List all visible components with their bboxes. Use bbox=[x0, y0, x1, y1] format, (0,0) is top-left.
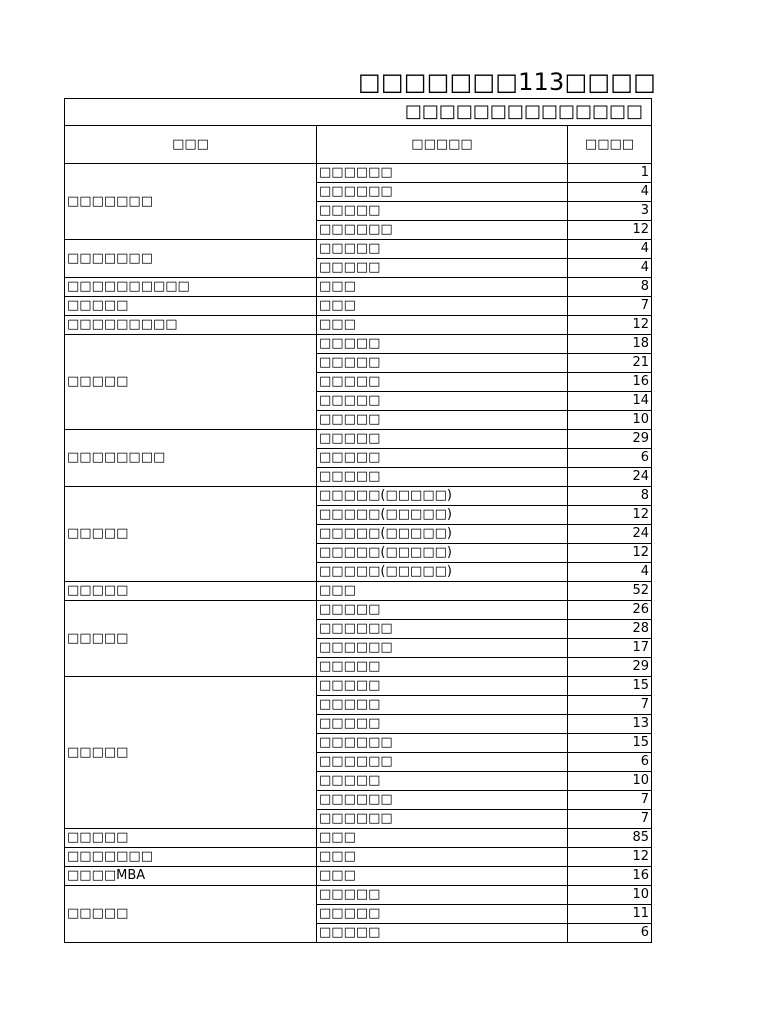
division-cell: □□□□□(□□□□□) bbox=[317, 563, 568, 582]
quota-cell: 15 bbox=[568, 734, 652, 753]
quota-cell: 26 bbox=[568, 601, 652, 620]
department-cell: □□□□□□□ bbox=[65, 164, 317, 240]
division-cell: □□□□□ bbox=[317, 677, 568, 696]
quota-cell: 29 bbox=[568, 658, 652, 677]
quota-cell: 15 bbox=[568, 677, 652, 696]
division-cell: □□□□□ bbox=[317, 430, 568, 449]
quota-cell: 1 bbox=[568, 164, 652, 183]
division-cell: □□□□□□ bbox=[317, 810, 568, 829]
table-subtitle: □□□□□□□□□□□□□□ bbox=[65, 99, 652, 126]
quota-cell: 18 bbox=[568, 335, 652, 354]
quota-cell: 7 bbox=[568, 696, 652, 715]
table-row bbox=[65, 278, 652, 297]
division-cell: □□□ bbox=[317, 582, 568, 601]
division-cell: □□□□□□ bbox=[317, 734, 568, 753]
quota-cell: 29 bbox=[568, 430, 652, 449]
quota-cell: 6 bbox=[568, 449, 652, 468]
column-header-department: □□□ bbox=[65, 126, 317, 164]
department-cell: □□□□□□□□□ bbox=[65, 316, 317, 335]
division-cell: □□□□□□ bbox=[317, 639, 568, 658]
division-cell: □□□□□ bbox=[317, 392, 568, 411]
division-cell: □□□ bbox=[317, 297, 568, 316]
quota-cell: 16 bbox=[568, 867, 652, 886]
document-title: □□□□□□□113□□□□ bbox=[357, 68, 656, 96]
column-header-division: □□□□□ bbox=[317, 126, 568, 164]
department-cell: □□□□□□□ bbox=[65, 848, 317, 867]
division-cell: □□□□□ bbox=[317, 373, 568, 392]
department-cell: □□□□□□□□ bbox=[65, 430, 317, 487]
table-row bbox=[65, 164, 652, 183]
division-cell: □□□□□□ bbox=[317, 164, 568, 183]
division-cell: □□□□□ bbox=[317, 772, 568, 791]
table-row bbox=[65, 316, 652, 335]
quota-cell: 12 bbox=[568, 316, 652, 335]
division-cell: □□□□□ bbox=[317, 905, 568, 924]
quota-cell: 85 bbox=[568, 829, 652, 848]
quota-cell: 4 bbox=[568, 183, 652, 202]
department-cell: □□□□□ bbox=[65, 886, 317, 943]
division-cell: □□□ bbox=[317, 848, 568, 867]
division-cell: □□□□□ bbox=[317, 601, 568, 620]
table-row bbox=[65, 886, 652, 905]
department-cell: □□□□□ bbox=[65, 601, 317, 677]
division-cell: □□□ bbox=[317, 316, 568, 335]
division-cell: □□□□□ bbox=[317, 886, 568, 905]
quota-cell: 52 bbox=[568, 582, 652, 601]
table-row bbox=[65, 867, 652, 886]
quota-cell: 24 bbox=[568, 468, 652, 487]
quota-cell: 10 bbox=[568, 772, 652, 791]
quota-cell: 17 bbox=[568, 639, 652, 658]
subtitle-row bbox=[65, 99, 652, 126]
table-row bbox=[65, 601, 652, 620]
table-body bbox=[65, 164, 652, 943]
division-cell: □□□□□□ bbox=[317, 753, 568, 772]
quota-cell: 10 bbox=[568, 411, 652, 430]
department-cell: □□□□□ bbox=[65, 829, 317, 848]
department-cell: □□□□□ bbox=[65, 487, 317, 582]
table-row bbox=[65, 582, 652, 601]
quota-cell: 28 bbox=[568, 620, 652, 639]
division-cell: □□□□□ bbox=[317, 449, 568, 468]
division-cell: □□□□□□ bbox=[317, 791, 568, 810]
table-row bbox=[65, 297, 652, 316]
table-row bbox=[65, 430, 652, 449]
table-row bbox=[65, 487, 652, 506]
quota-cell: 12 bbox=[568, 506, 652, 525]
division-cell: □□□□□ bbox=[317, 924, 568, 943]
quota-cell: 11 bbox=[568, 905, 652, 924]
division-cell: □□□□□ bbox=[317, 259, 568, 278]
quota-cell: 21 bbox=[568, 354, 652, 373]
table-row bbox=[65, 848, 652, 867]
division-cell: □□□□□□ bbox=[317, 620, 568, 639]
division-cell: □□□□□□ bbox=[317, 183, 568, 202]
quota-cell: 10 bbox=[568, 886, 652, 905]
division-cell: □□□□□ bbox=[317, 411, 568, 430]
quota-cell: 12 bbox=[568, 848, 652, 867]
quota-cell: 7 bbox=[568, 791, 652, 810]
table-row bbox=[65, 335, 652, 354]
division-cell: □□□□□(□□□□□) bbox=[317, 544, 568, 563]
quota-cell: 16 bbox=[568, 373, 652, 392]
division-cell: □□□□□(□□□□□) bbox=[317, 506, 568, 525]
quota-cell: 8 bbox=[568, 278, 652, 297]
division-cell: □□□□□ bbox=[317, 240, 568, 259]
table-row bbox=[65, 240, 652, 259]
quota-cell: 3 bbox=[568, 202, 652, 221]
quota-cell: 6 bbox=[568, 753, 652, 772]
quota-table bbox=[64, 98, 652, 943]
quota-cell: 4 bbox=[568, 259, 652, 278]
division-cell: □□□□□ bbox=[317, 354, 568, 373]
division-cell: □□□□□(□□□□□) bbox=[317, 487, 568, 506]
division-cell: □□□□□ bbox=[317, 696, 568, 715]
division-cell: □□□ bbox=[317, 829, 568, 848]
department-cell: □□□□□ bbox=[65, 582, 317, 601]
division-cell: □□□□□ bbox=[317, 715, 568, 734]
table-row bbox=[65, 677, 652, 696]
division-cell: □□□□□□ bbox=[317, 221, 568, 240]
quota-cell: 4 bbox=[568, 563, 652, 582]
department-cell: □□□□□ bbox=[65, 335, 317, 430]
quota-cell: 7 bbox=[568, 297, 652, 316]
quota-cell: 24 bbox=[568, 525, 652, 544]
division-cell: □□□□□ bbox=[317, 658, 568, 677]
quota-cell: 4 bbox=[568, 240, 652, 259]
division-cell: □□□□□(□□□□□) bbox=[317, 525, 568, 544]
quota-cell: 6 bbox=[568, 924, 652, 943]
header-row bbox=[65, 126, 652, 164]
department-cell: □□□□□ bbox=[65, 677, 317, 829]
column-header-quota: □□□□ bbox=[568, 126, 652, 164]
division-cell: □□□□□ bbox=[317, 202, 568, 221]
quota-cell: 8 bbox=[568, 487, 652, 506]
quota-cell: 12 bbox=[568, 221, 652, 240]
department-cell: □□□□MBA bbox=[65, 867, 317, 886]
division-cell: □□□□□ bbox=[317, 468, 568, 487]
division-cell: □□□□□ bbox=[317, 335, 568, 354]
division-cell: □□□ bbox=[317, 278, 568, 297]
department-cell: □□□□□ bbox=[65, 297, 317, 316]
department-cell: □□□□□□□ bbox=[65, 240, 317, 278]
division-cell: □□□ bbox=[317, 867, 568, 886]
department-cell: □□□□□□□□□□ bbox=[65, 278, 317, 297]
quota-cell: 13 bbox=[568, 715, 652, 734]
quota-cell: 12 bbox=[568, 544, 652, 563]
quota-cell: 14 bbox=[568, 392, 652, 411]
quota-cell: 7 bbox=[568, 810, 652, 829]
table-row bbox=[65, 829, 652, 848]
